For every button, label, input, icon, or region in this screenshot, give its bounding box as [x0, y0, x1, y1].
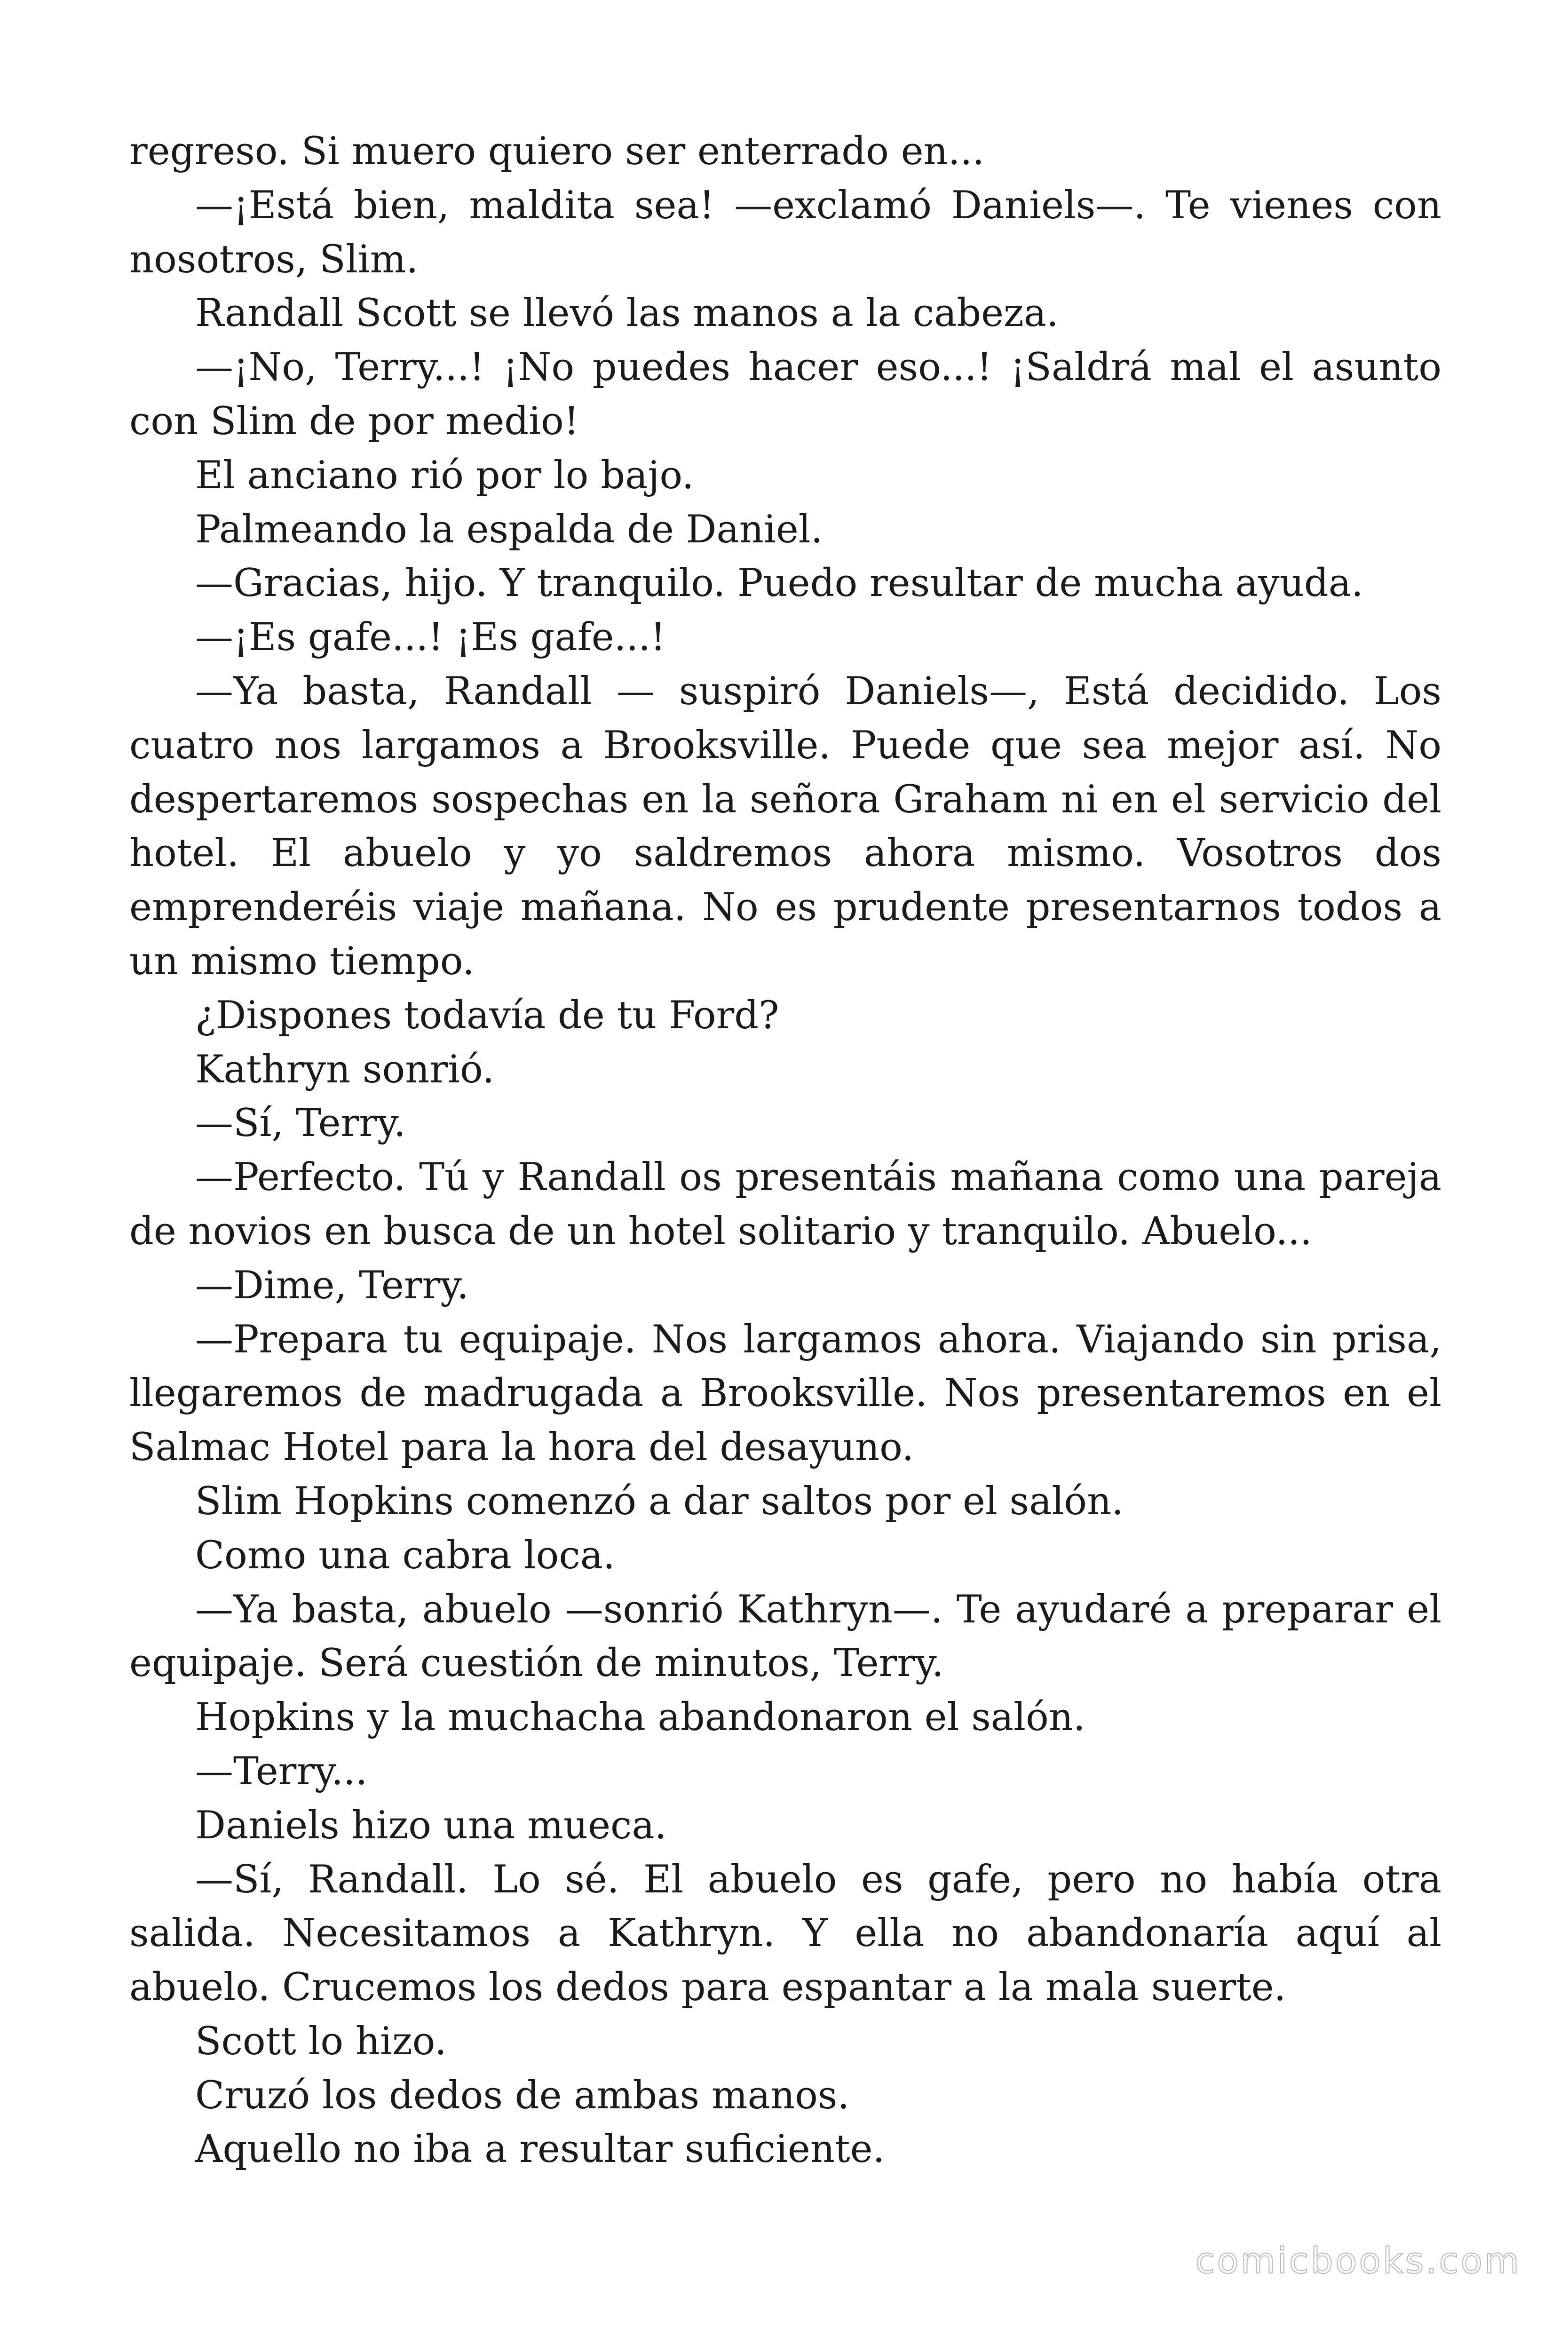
paragraph: Cruzó los dedos de ambas manos.: [195, 2073, 850, 2118]
paragraph: Palmeando la espalda de Daniel.: [195, 507, 823, 552]
paragraph: —Prepara tu equipaje. Nos largamos ahora. Viajando sin prisa, llegaremos de madrugada a Brooksville. Nos presentaremos en el Salmac Hotel para la hora del desayuno.: [129, 1317, 1441, 1470]
paragraph: El anciano rió por lo bajo.: [195, 453, 694, 498]
paragraph: Daniels hizo una mueca.: [195, 1803, 667, 1848]
paragraph: —Ya basta, Randall — suspiró Daniels—, Está decidido. Los cuatro nos largamos a Brooksville. Puede que sea mejor así. No despertaremos sospechas en la señora Graham ni en el servicio del hotel. El abuelo y yo saldremos ahora mismo. Vosotros dos emprenderéis viaje mañana. No es prudente presentarnos todos a un mismo tiempo.: [129, 669, 1441, 984]
paragraph: Kathryn sonrió.: [195, 1047, 495, 1092]
paragraph: —¡No, Terry...! ¡No puedes hacer eso...! ¡Saldrá mal el asunto con Slim de por medio!: [129, 345, 1441, 444]
paragraph: —Terry...: [195, 1749, 368, 1794]
paragraph: —¡Está bien, maldita sea! —exclamó Daniels—. Te vienes con nosotros, Slim.: [129, 183, 1441, 282]
paragraph: Hopkins y la muchacha abandonaron el salón.: [195, 1695, 1085, 1740]
paragraph: Como una cabra loca.: [195, 1533, 615, 1578]
paragraph: —Gracias, hijo. Y tranquilo. Puedo resultar de mucha ayuda.: [195, 561, 1363, 606]
paragraph: —Dime, Terry.: [195, 1263, 469, 1308]
paragraph: ¿Dispones todavía de tu Ford?: [195, 993, 779, 1038]
paragraph: —¡Es gafe...! ¡Es gafe...!: [195, 615, 666, 660]
paragraph: regreso. Si muero quiero ser enterrado en...: [129, 129, 984, 174]
paragraph: Randall Scott se llevó las manos a la cabeza.: [195, 291, 1059, 336]
paragraph: —Ya basta, abuelo —sonrió Kathryn—. Te ayudaré a preparar el equipaje. Será cuestión de minutos, Terry.: [129, 1587, 1441, 1686]
paragraph: Aquello no iba a resultar suficiente.: [195, 2127, 885, 2172]
paragraph: —Perfecto. Tú y Randall os presentáis mañana como una pareja de novios en busca de un hotel solitario y tranquilo. Abuelo...: [129, 1155, 1441, 1254]
paragraph: Scott lo hizo.: [195, 2019, 447, 2064]
paragraph: —Sí, Randall. Lo sé. El abuelo es gafe, pero no había otra salida. Necesitamos a Kathryn. Y ella no abandonaría aquí al abuelo. Crucemos los dedos para espantar a la mala suerte.: [129, 1857, 1441, 2010]
watermark: comicbooks.com: [1195, 2240, 1521, 2281]
book-page-text: [129, 125, 1441, 2177]
paragraph: Slim Hopkins comenzó a dar saltos por el salón.: [195, 1479, 1124, 1524]
paragraph: —Sí, Terry.: [195, 1101, 406, 1146]
